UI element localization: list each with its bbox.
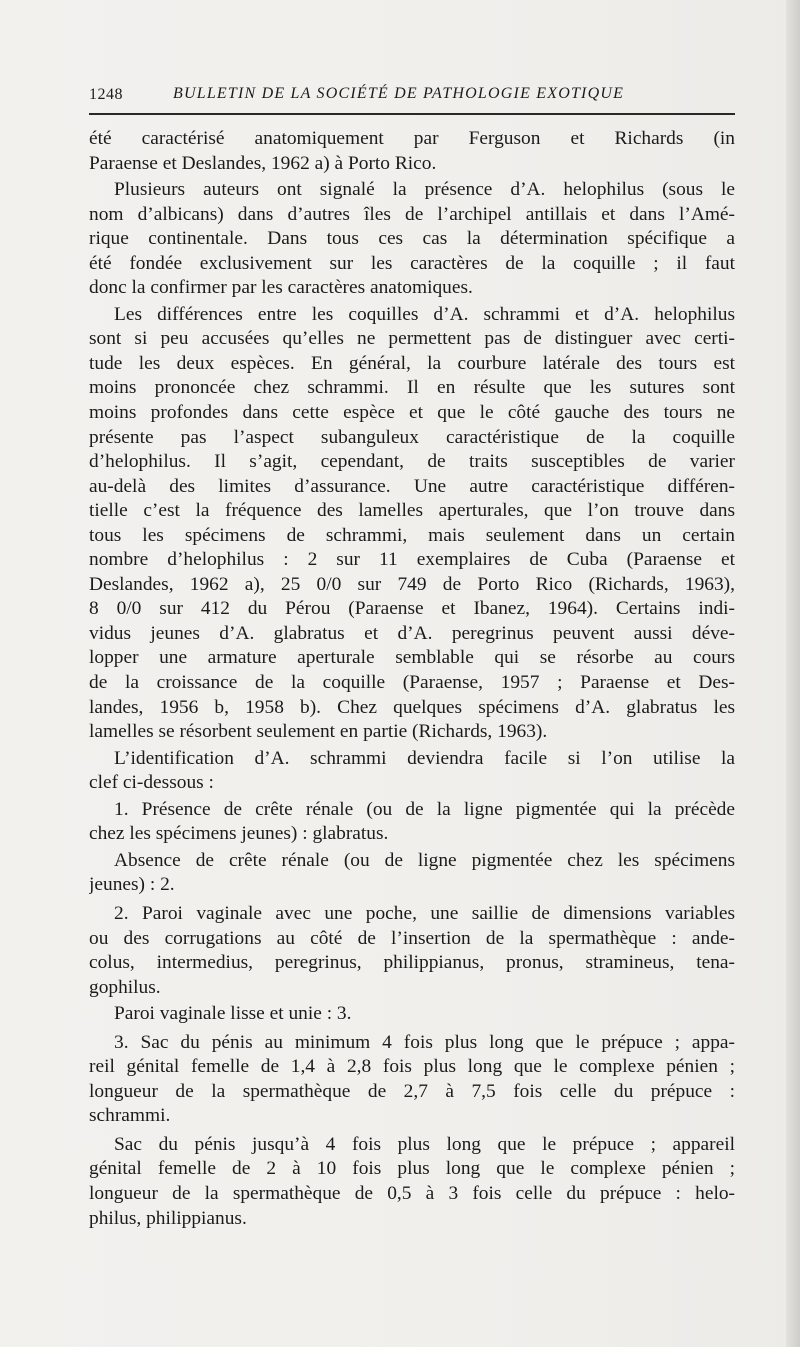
paragraph — [89, 902, 735, 1000]
text-line: Absence de crête rénale (ou de ligne pigmentée chez les spécimens — [114, 849, 735, 871]
text-line: 2. Paroi vaginale avec une poche, une saillie de dimensions variables — [114, 902, 735, 924]
text-line: lopper une armature aperturale semblable qui se résorbe au cours — [89, 647, 735, 669]
text-line: tielle c’est la fréquence des lamelles aperturales, que l’on trouve dans — [89, 500, 735, 522]
text-line: colus, intermedius, peregrinus, philippianus, pronus, stramineus, tena- — [89, 952, 735, 974]
text-line: Deslandes, 1962 a), 25 0/0 sur 749 de Porto Rico (Richards, 1963), — [89, 573, 735, 595]
text-line: L’identification d’A. schrammi deviendra facile si l’on utilise la — [114, 747, 735, 769]
text-line: jeunes) : 2. — [89, 874, 175, 896]
paragraph — [89, 798, 735, 847]
text-line: 3. Sac du pénis au minimum 4 fois plus long que le prépuce ; appa- — [114, 1031, 735, 1053]
text-line: nom d’albicans) dans d’autres îles de l’archipel antillais et dans l’Amé- — [89, 203, 735, 225]
text-line: reil génital femelle de 1,4 à 2,8 fois plus long que le complexe pénien ; — [89, 1056, 735, 1078]
running-title: BULLETIN DE LA SOCIÉTÉ DE PATHOLOGIE EXOTIQUE — [173, 85, 625, 102]
page-number: 1248 — [89, 86, 123, 103]
paragraph — [89, 1002, 735, 1027]
paragraph — [89, 849, 735, 898]
text-line: nombre d’helophilus : 2 sur 11 exemplaires de Cuba (Paraense et — [89, 549, 735, 571]
text-line: tous les spécimens de schrammi, mais seulement dans un certain — [89, 524, 735, 546]
paragraph — [89, 178, 735, 301]
text-line: gophilus. — [89, 976, 161, 998]
text-line: donc la confirmer par les caractères anatomiques. — [89, 277, 473, 299]
paragraph — [89, 747, 735, 796]
text-line: au-delà des limites d’assurance. Une autre caractéristique différen- — [89, 475, 735, 497]
text-line: moins prononcée chez schrammi. Il en résulte que les sutures sont — [89, 377, 735, 399]
body-text — [89, 127, 735, 1231]
text-line: ou des corrugations au côté de l’insertion de la spermathèque : ande- — [89, 927, 735, 949]
text-line: clef ci-dessous : — [89, 772, 214, 794]
text-line: génital femelle de 2 à 10 fois plus long que le complexe pénien ; — [89, 1158, 735, 1180]
text-line: sont si peu accusées qu’elles ne permettent pas de distinguer avec certi- — [89, 328, 735, 350]
text-line: d’helophilus. Il s’agit, cependant, de traits susceptibles de varier — [89, 451, 735, 473]
text-line: tude les deux espèces. En général, la courbure latérale des tours est — [89, 352, 735, 374]
text-line: landes, 1956 b, 1958 b). Chez quelques spécimens d’A. glabratus les — [89, 696, 735, 718]
text-line: Sac du pénis jusqu’à 4 fois plus long que le prépuce ; appareil — [114, 1133, 735, 1155]
text-line: Plusieurs auteurs ont signalé la présence d’A. helophilus (sous le — [114, 179, 735, 201]
text-line: philus, philippianus. — [89, 1207, 247, 1229]
text-line: 8 0/0 sur 412 du Pérou (Paraense et Ibanez, 1964). Certains indi- — [89, 598, 735, 620]
text-line: lamelles se résorbent seulement en partie (Richards, 1963). — [89, 721, 548, 743]
text-line: longueur de la spermathèque de 0,5 à 3 fois celle du prépuce : helo- — [89, 1182, 735, 1204]
text-line: présente pas l’aspect subanguleux caractéristique de la coquille — [89, 426, 735, 448]
text-line: de la croissance de la coquille (Paraense, 1957 ; Paraense et Des- — [89, 672, 735, 694]
text-line: Paroi vaginale lisse et unie : 3. — [114, 1003, 352, 1025]
text-line: Les différences entre les coquilles d’A. schrammi et d’A. helophilus — [114, 303, 735, 325]
text-line: chez les spécimens jeunes) : glabratus. — [89, 823, 389, 845]
paragraph — [89, 1031, 735, 1129]
page-edge — [786, 0, 800, 1347]
paragraph — [89, 127, 735, 176]
text-line: moins profondes dans cette espèce et que le côté gauche des tours ne — [89, 402, 735, 424]
text-line: 1. Présence de crête rénale (ou de la ligne pigmentée qui la précède — [114, 798, 735, 820]
header-rule — [89, 113, 735, 115]
text-line: été caractérisé anatomiquement par Ferguson et Richards (in — [89, 128, 735, 149]
text-line: schrammi. — [89, 1105, 171, 1127]
text-line: Paraense et Deslandes, 1962 a) à Porto Rico. — [89, 152, 437, 174]
paragraph — [89, 303, 735, 745]
page-header — [89, 84, 735, 110]
paragraph — [89, 1133, 735, 1231]
text-line: longueur de la spermathèque de 2,7 à 7,5 fois celle du prépuce : — [89, 1080, 735, 1102]
text-line: vidus jeunes d’A. glabratus et d’A. peregrinus peuvent aussi déve- — [89, 622, 735, 644]
text-line: rique continentale. Dans tous ces cas la détermination spécifique a — [89, 228, 735, 250]
text-line: été fondée exclusivement sur les caractères de la coquille ; il faut — [89, 252, 735, 274]
